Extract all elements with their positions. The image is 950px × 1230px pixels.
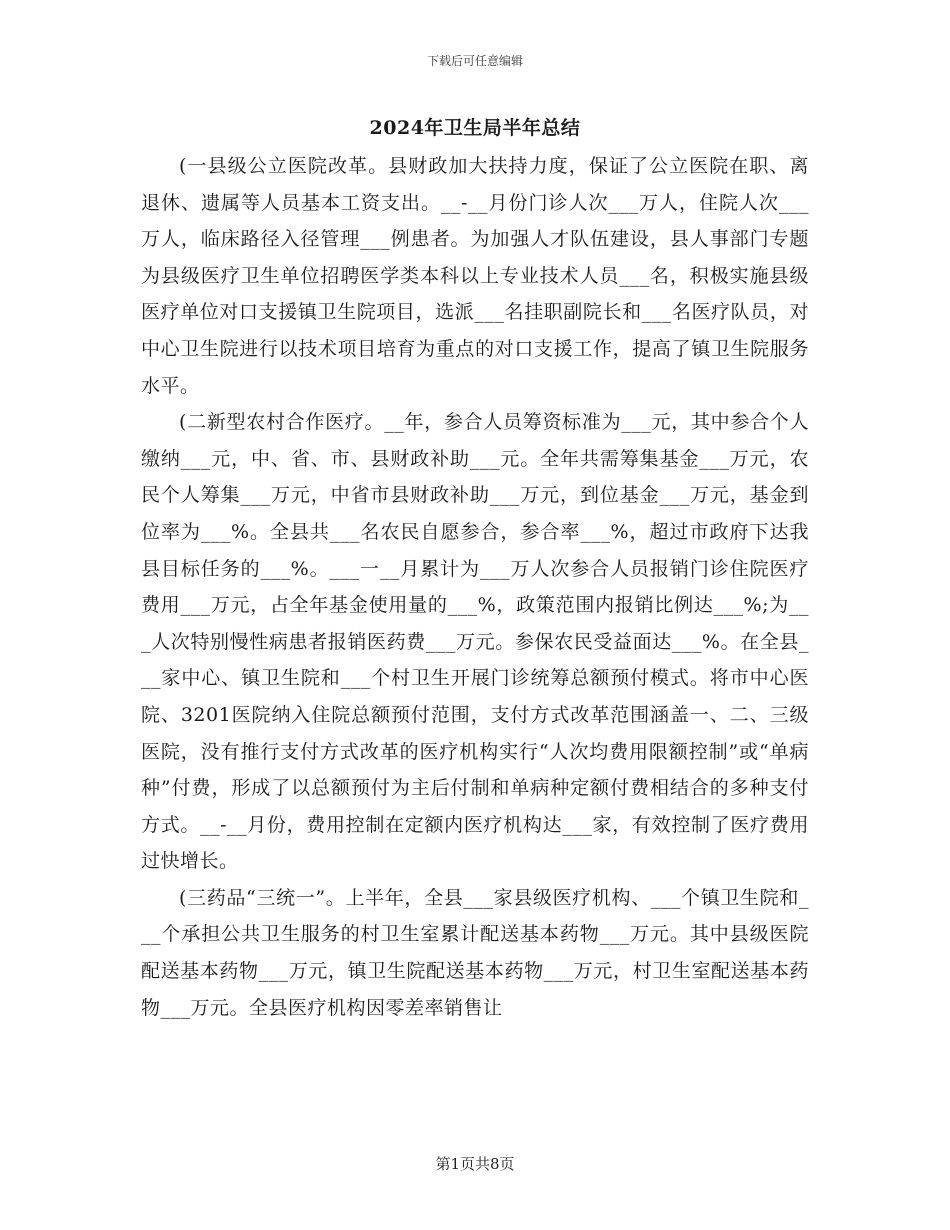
paragraph-rural-cooperative-medical: (二新型农村合作医疗。__年，参合人员筹资标准为___元，其中参合个人缴纳___元，中、省、市、县财政补助___元。全年共需筹集基金___万元，农民个人筹集___万元，中省市县财政补助___万元，到位基金___万元，基金到位率为___%。全县共___名农民自愿参合，参合率___%，超过市政府下达我县目标任务的___%。___一__月累计为___万人次参合人员报销门诊住院医疗费用___万元，占全年基金使用量的___%，政策范围内报销比例达___%;为___人次特别慢性病患者报销医药费___万元。参保农民受益面达___%。在全县___家中心、镇卫生院和___个村卫生开展门诊统筹总额预付模式。将市中心医院、3201医院纳入住院总额预付范围，支付方式改革范围涵盖一、二、三级医院，没有推行支付方式改革的医疗机构实行“人次均费用限额控制”或“单病种”付费，形成了以总额预付为主后付制和单病种定额付费相结合的多种支付方式。__-__月份，费用控制在定额内医疗机构达___家，有效控制了医疗费用过快增长。 [141, 411, 809, 873]
paragraph-drug-unification: (三药品“三统一”。上半年，全县___家县级医疗机构、___个镇卫生院和___个承担公共卫生服务的村卫生室累计配送基本药物___万元。其中县级医院配送基本药物___万元，镇卫生院配送基本药物___万元，村卫生室配送基本药物___万元。全县医疗机构因零差率销售让 [141, 886, 809, 1019]
document-title: 2024年卫生局半年总结 [369, 117, 581, 139]
paragraph-public-hospital-reform: (一县级公立医院改革。县财政加大扶持力度，保证了公立医院在职、离退休、遗属等人员基本工资支出。__-__月份门诊人次___万人，住院人次___万人，临床路径入径管理___例患者。为加强人才队伍建设，县人事部门专题为县级医疗卫生单位招聘医学类本科以上专业技术人员___名，积极实施县级医疗单位对口支援镇卫生院项目，选派___名挂职副院长和___名医疗队员，对中心卫生院进行以技术项目培育为重点的对口支援工作，提高了镇卫生院服务水平。 [141, 155, 809, 397]
page-number: 第1页共8页 [435, 1155, 515, 1173]
document-body [141, 148, 809, 1026]
page-header-note: 下载后可任意编辑 [426, 54, 523, 68]
